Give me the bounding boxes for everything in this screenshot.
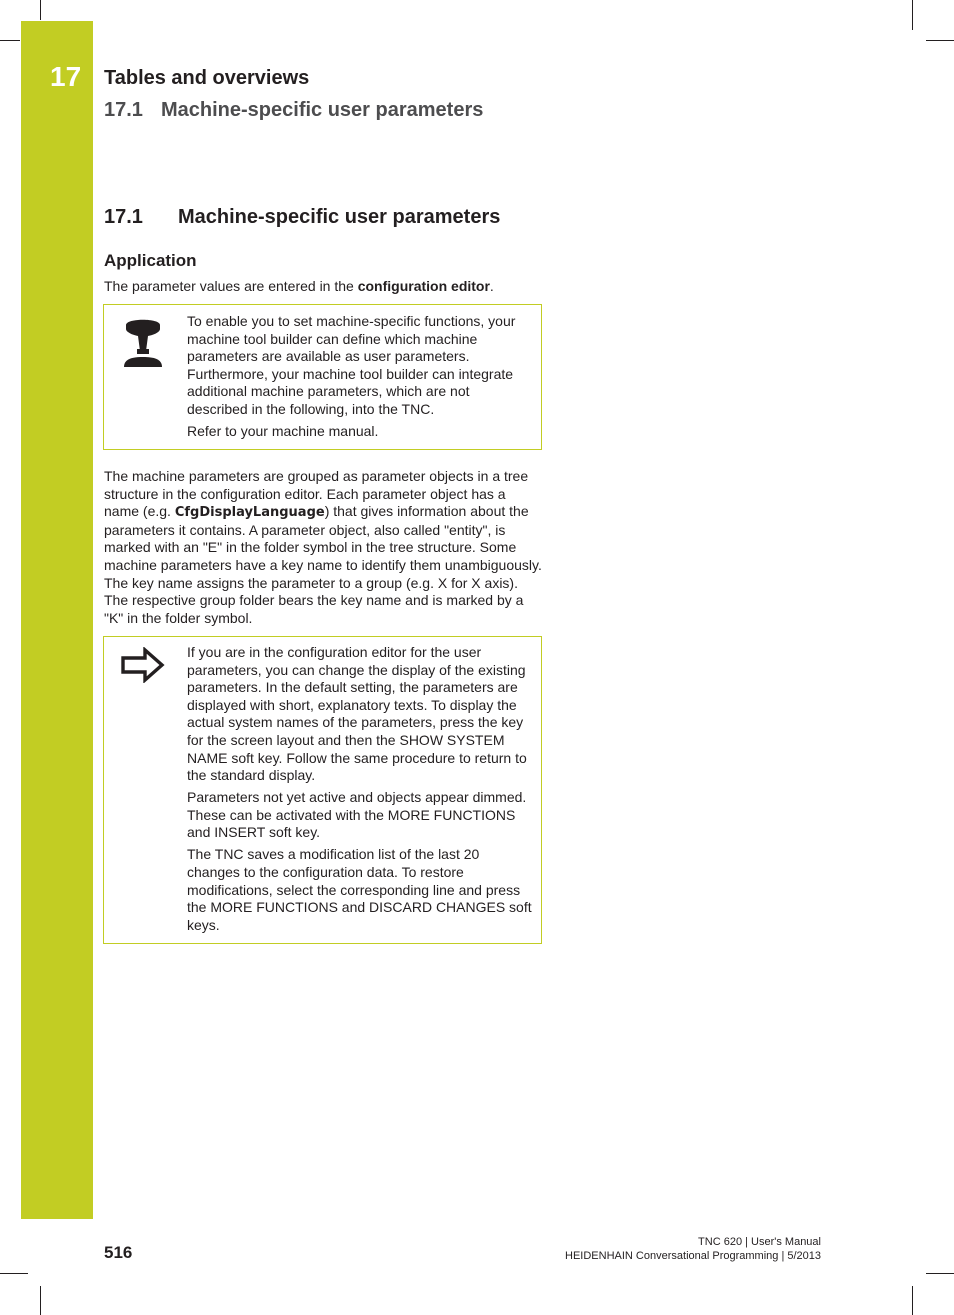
body-paragraph xyxy=(104,468,544,627)
crop-mark xyxy=(912,1286,913,1315)
crop-mark xyxy=(912,0,913,30)
footer-line-2: HEIDENHAIN Conversational Programming | 5/2013 xyxy=(565,1250,821,1262)
machine-manual-icon xyxy=(120,315,166,376)
tip-note-text xyxy=(187,644,533,939)
machine-note-box xyxy=(103,304,542,450)
note-paragraph: Refer to your machine manual. xyxy=(187,422,379,439)
crop-mark xyxy=(40,0,41,20)
intro-paragraph xyxy=(104,278,544,296)
note-paragraph: If you are in the configuration editor for the user parameters, you can change the display of the existing parameters. In the default setting, the parameters are displayed with short, explanatory texts. To display the actual system names of the parameters, press the key for the screen layout and then the SHOW SYSTEM NAME soft key. Follow the same procedure to return to the standard display. xyxy=(187,644,527,784)
chapter-title: Tables and overviews xyxy=(104,67,310,89)
footer-info xyxy=(565,1235,821,1263)
intro-suffix: . xyxy=(489,278,494,294)
chapter-sidebar xyxy=(21,21,93,1219)
note-paragraph: The TNC saves a modification list of the last 20 changes to the configuration data. To restore modifications, select the corresponding line and press the MORE FUNCTIONS and DISCARD CHANGES soft keys. xyxy=(187,846,532,933)
machine-note-text xyxy=(187,313,533,445)
arrow-right-icon xyxy=(120,647,166,688)
body-part1: The machine parameters are grouped as parameter objects in a tree structure in the configuration editor. Each parameter object has a name (e.g. xyxy=(104,468,529,520)
section-heading xyxy=(104,206,500,229)
tip-note-box xyxy=(103,636,542,944)
crop-mark xyxy=(0,1273,28,1274)
section-number: 17.1 xyxy=(104,206,143,228)
crop-mark xyxy=(0,40,20,41)
page-number: 516 xyxy=(104,1243,133,1262)
crop-mark xyxy=(926,1273,954,1274)
chapter-number: 17 xyxy=(50,61,82,92)
intro-prefix: The parameter values are entered in the xyxy=(104,278,358,294)
keyword: CfgDisplayLanguage xyxy=(174,505,325,521)
body-part2: ) that gives information about the parameters it contains. A parameter object, also called "entity", is marked with an "E" in the folder symbol in the tree structure. Some machine parameters have a key name to identify them unambiguously. The key name assigns the parameter to a group (e.g. X for X axis). The respective group folder bears the key name and is marked by a "K" in the folder symbol. xyxy=(104,503,542,626)
running-section-title: Machine-specific user parameters xyxy=(161,99,484,121)
crop-mark xyxy=(926,40,954,41)
section-title: Machine-specific user parameters xyxy=(178,206,501,228)
note-paragraph: Parameters not yet active and objects appear dimmed. These can be activated with the MORE FUNCTIONS and INSERT soft key. xyxy=(187,789,527,841)
running-section-header xyxy=(104,99,483,122)
note-paragraph: To enable you to set machine-specific functions, your machine tool builder can define which machine parameters are available as user parameters. Furthermore, your machine tool builder can integrate additional machine parameters, which are not described in the following, into the TNC. xyxy=(187,313,516,417)
footer-line-1: TNC 620 | User's Manual xyxy=(698,1236,821,1248)
running-section-number: 17.1 xyxy=(104,99,143,121)
crop-mark xyxy=(40,1286,41,1315)
subheading-application: Application xyxy=(104,251,197,270)
intro-bold: configuration editor xyxy=(357,278,490,294)
